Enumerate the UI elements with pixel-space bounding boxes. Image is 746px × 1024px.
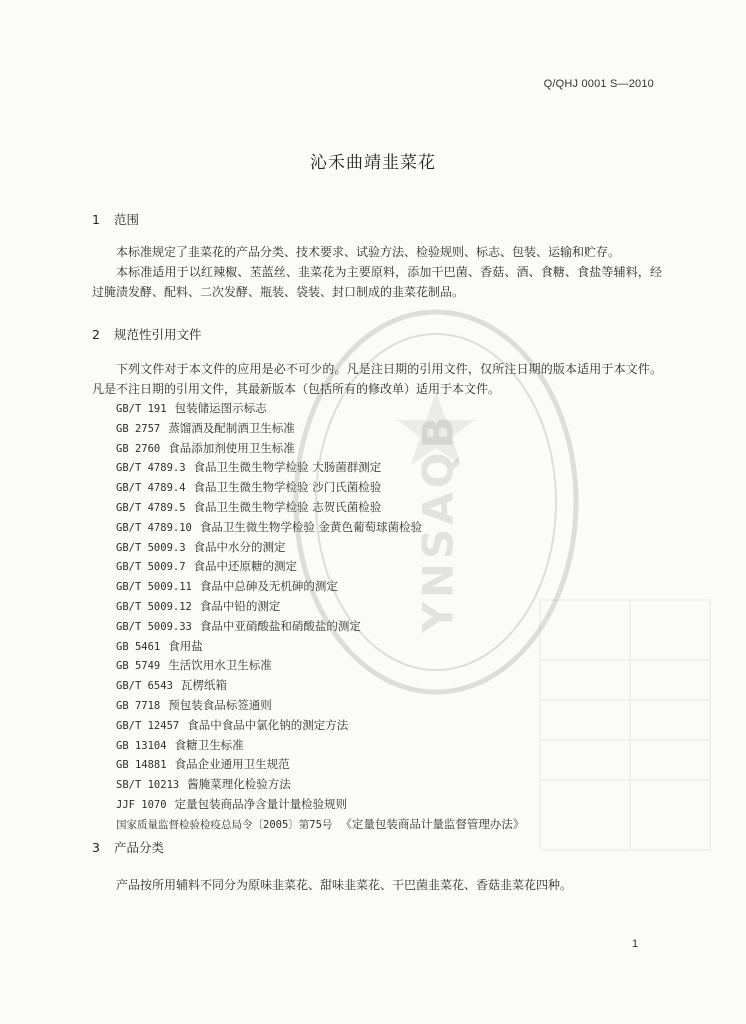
section-title: 产品分类 (113, 840, 164, 855)
reference-title: 食品中食品中氯化钠的测定方法 (187, 717, 349, 732)
reference-code: GB 5461 (116, 640, 161, 653)
reference-item (116, 458, 676, 478)
reference-item (116, 637, 676, 657)
section-1-paragraph-2: 本标准适用于以红辣椒、苤蓝丝、韭菜花为主要原料，添加干巴菌、香菇、酒、食糖、食盐等辅料，经过腌渍发酵、配料、二次发酵、瓶装、袋装、封口制成的韭菜花制品。 (92, 265, 662, 299)
reference-code: GB 5749 (116, 660, 161, 673)
reference-code: GB/T 4789.3 (116, 462, 186, 475)
reference-code: GB 2760 (116, 442, 161, 455)
reference-title: 食品卫生微生物学检验 志贺氏菌检验 (193, 499, 382, 514)
section-3-paragraph: 产品按所用辅料不同分为原味韭菜花、甜味韭菜花、干巴菌韭菜花、香菇韭菜花四种。 (116, 878, 573, 892)
reference-title: 蒸馏酒及配制酒卫生标准 (168, 420, 295, 435)
reference-code: GB 2757 (116, 422, 161, 435)
reference-title: 食品企业通用卫生规范 (174, 757, 290, 772)
normative-references-list (116, 399, 676, 835)
reference-title: 预包装食品标签通则 (168, 697, 272, 712)
reference-item (116, 538, 676, 558)
reference-code: GB/T 12457 (116, 719, 180, 732)
reference-code: GB/T 5009.11 (116, 581, 192, 594)
section-number: 2 (92, 327, 100, 342)
section-1-paragraph-1: 本标准规定了韭菜花的产品分类、技术要求、试验方法、检验规则、标志、包装、运输和贮存。 (116, 245, 621, 259)
reference-item (116, 518, 676, 538)
reference-title: 酱腌菜理化检验方法 (187, 777, 291, 792)
reference-title: 食品卫生微生物学检验 金黄色葡萄球菌检验 (199, 519, 423, 534)
reference-item (116, 577, 676, 597)
reference-item (116, 736, 676, 756)
reference-code: GB/T 6543 (116, 680, 173, 693)
reference-code: GB 13104 (116, 739, 167, 752)
reference-item (116, 498, 676, 518)
section-title: 规范性引用文件 (113, 327, 202, 342)
section-1-heading (92, 210, 139, 228)
reference-item (116, 399, 676, 419)
reference-item (116, 597, 676, 617)
reference-code: GB/T 4789.4 (116, 482, 186, 495)
reference-title: 定量包装商品净含量计量检验规则 (174, 796, 348, 811)
section-3-heading (92, 838, 164, 856)
reference-title: 生活饮用水卫生标准 (168, 658, 272, 673)
reference-item (116, 557, 676, 577)
reference-code: GB 14881 (116, 759, 167, 772)
section-2-heading (92, 325, 202, 343)
reference-title: 食品中总砷及无机砷的测定 (199, 579, 338, 594)
reference-title: 瓦楞纸箱 (180, 678, 227, 693)
reference-item (116, 478, 676, 498)
section-number: 1 (92, 212, 100, 227)
reference-title: 食品添加剂使用卫生标准 (168, 440, 295, 455)
reference-item (116, 656, 676, 676)
reference-item (116, 676, 676, 696)
document-title: 沁禾曲靖韭菜花 (310, 153, 436, 173)
reference-code: SB/T 10213 (116, 779, 180, 792)
stamp-text: YNSAQB (413, 412, 463, 633)
reference-code: JJF 1070 (116, 798, 167, 811)
reference-code: 国家质量监督检验检疫总局令〔2005〕第75号 (116, 818, 333, 831)
reference-item (116, 696, 676, 716)
reference-item (116, 815, 676, 835)
page-number: 1 (632, 938, 639, 950)
reference-title: 食品中还原糖的测定 (193, 559, 298, 574)
reference-title: 食品中水分的测定 (193, 539, 286, 554)
reference-item (116, 795, 676, 815)
reference-code: GB/T 5009.7 (116, 561, 186, 574)
reference-item (116, 419, 676, 439)
reference-item (116, 716, 676, 736)
reference-code: GB/T 4789.5 (116, 501, 186, 514)
reference-item (116, 617, 676, 637)
reference-code: GB/T 5009.3 (116, 541, 186, 554)
reference-title: 食品中亚硝酸盐和硝酸盐的测定 (199, 618, 361, 633)
reference-title: 食品卫生微生物学检验 大肠菌群测定 (193, 460, 382, 475)
reference-title: 食糖卫生标准 (174, 737, 244, 752)
reference-title: 《定量包装商品计量监督管理办法》 (340, 816, 525, 831)
reference-code: GB/T 191 (116, 403, 167, 415)
reference-code: GB/T 4789.10 (116, 521, 192, 534)
reference-title: 食品卫生微生物学检验 沙门氏菌检验 (193, 480, 382, 495)
reference-item (116, 755, 676, 775)
reference-title: 食用盐 (168, 638, 203, 653)
section-2-paragraph: 下列文件对于本文件的应用是必不可少的。凡是注日期的引用文件，仅所注日期的版本适用于本文件。凡是不注日期的引用文件，其最新版本（包括所有的修改单）适用于本文件。 (92, 362, 662, 396)
section-number: 3 (92, 840, 100, 855)
reference-title: 包装储运图示标志 (174, 401, 267, 415)
section-title: 范围 (113, 212, 139, 227)
reference-title: 食品中铅的测定 (199, 598, 281, 613)
reference-code: GB 7718 (116, 699, 161, 712)
reference-item (116, 439, 676, 459)
reference-item (116, 775, 676, 795)
standard-code: Q/QHJ 0001 S—2010 (543, 78, 654, 90)
reference-code: GB/T 5009.33 (116, 620, 192, 633)
reference-code: GB/T 5009.12 (116, 600, 192, 613)
